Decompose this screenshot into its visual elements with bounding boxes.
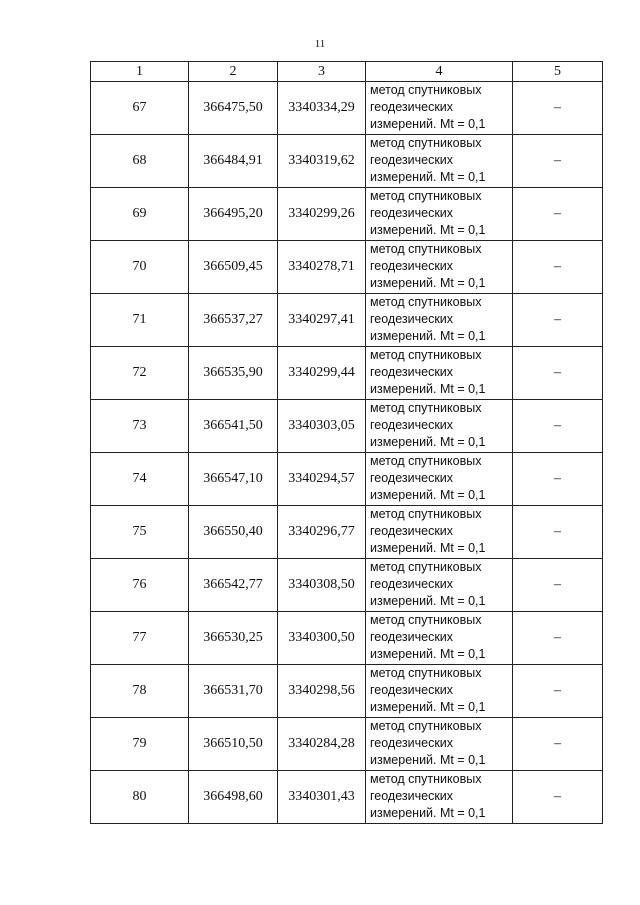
- method-cell: [366, 347, 513, 400]
- method-line: геодезических: [370, 683, 454, 697]
- method-cell: [366, 453, 513, 506]
- point-number-cell: 80: [91, 771, 189, 824]
- method-line: геодезических: [370, 259, 454, 273]
- note-cell: –: [513, 347, 603, 400]
- note-cell: –: [513, 241, 603, 294]
- x-coordinate-cell: 366541,50: [189, 400, 278, 453]
- method-cell: [366, 612, 513, 665]
- method-cell: [366, 559, 513, 612]
- method-line: измерений. Mt = 0,1: [370, 488, 486, 502]
- y-coordinate-cell: 3340294,57: [278, 453, 366, 506]
- point-number-cell: 75: [91, 506, 189, 559]
- x-coordinate-cell: 366530,25: [189, 612, 278, 665]
- point-number-cell: 73: [91, 400, 189, 453]
- x-coordinate-cell: 366547,10: [189, 453, 278, 506]
- x-coordinate-cell: 366542,77: [189, 559, 278, 612]
- method-line: измерений. Mt = 0,1: [370, 435, 486, 449]
- method-cell: [366, 400, 513, 453]
- x-coordinate-cell: 366475,50: [189, 82, 278, 135]
- page-number: 11: [314, 38, 326, 50]
- table-row: [91, 347, 603, 400]
- note-cell: –: [513, 771, 603, 824]
- method-line: метод спутниковых: [370, 295, 482, 309]
- method-line: метод спутниковых: [370, 560, 482, 574]
- note-cell: –: [513, 294, 603, 347]
- method-line: метод спутниковых: [370, 666, 482, 680]
- method-line: геодезических: [370, 577, 454, 591]
- point-number-cell: 67: [91, 82, 189, 135]
- method-line: геодезических: [370, 312, 454, 326]
- method-line: метод спутниковых: [370, 242, 482, 256]
- table-row: [91, 400, 603, 453]
- method-line: метод спутниковых: [370, 348, 482, 362]
- method-line: геодезических: [370, 418, 454, 432]
- method-line: измерений. Mt = 0,1: [370, 329, 486, 343]
- y-coordinate-cell: 3340319,62: [278, 135, 366, 188]
- method-line: измерений. Mt = 0,1: [370, 806, 486, 820]
- y-coordinate-cell: 3340298,56: [278, 665, 366, 718]
- point-number-cell: 79: [91, 718, 189, 771]
- method-line: измерений. Mt = 0,1: [370, 700, 486, 714]
- method-line: метод спутниковых: [370, 136, 482, 150]
- method-cell: [366, 135, 513, 188]
- table-row: [91, 453, 603, 506]
- note-cell: –: [513, 718, 603, 771]
- table-row: [91, 718, 603, 771]
- coordinates-table: [90, 61, 603, 824]
- table-row: [91, 665, 603, 718]
- y-coordinate-cell: 3340299,44: [278, 347, 366, 400]
- note-cell: –: [513, 135, 603, 188]
- y-coordinate-cell: 3340299,26: [278, 188, 366, 241]
- note-cell: –: [513, 559, 603, 612]
- point-number-cell: 71: [91, 294, 189, 347]
- x-coordinate-cell: 366550,40: [189, 506, 278, 559]
- table-row: [91, 241, 603, 294]
- method-line: измерений. Mt = 0,1: [370, 541, 486, 555]
- table-row: [91, 559, 603, 612]
- method-line: геодезических: [370, 789, 454, 803]
- method-line: измерений. Mt = 0,1: [370, 276, 486, 290]
- method-line: измерений. Mt = 0,1: [370, 594, 486, 608]
- point-number-cell: 77: [91, 612, 189, 665]
- table-body: [91, 82, 603, 824]
- x-coordinate-cell: 366509,45: [189, 241, 278, 294]
- x-coordinate-cell: 366535,90: [189, 347, 278, 400]
- header-col-4: 4: [366, 62, 513, 82]
- point-number-cell: 69: [91, 188, 189, 241]
- method-line: метод спутниковых: [370, 189, 482, 203]
- y-coordinate-cell: 3340284,28: [278, 718, 366, 771]
- point-number-cell: 74: [91, 453, 189, 506]
- x-coordinate-cell: 366510,50: [189, 718, 278, 771]
- method-line: метод спутниковых: [370, 83, 482, 97]
- method-cell: [366, 771, 513, 824]
- y-coordinate-cell: 3340296,77: [278, 506, 366, 559]
- method-line: метод спутниковых: [370, 507, 482, 521]
- point-number-cell: 76: [91, 559, 189, 612]
- y-coordinate-cell: 3340301,43: [278, 771, 366, 824]
- point-number-cell: 72: [91, 347, 189, 400]
- table-header-row: [91, 62, 603, 82]
- method-line: метод спутниковых: [370, 719, 482, 733]
- method-line: геодезических: [370, 153, 454, 167]
- method-cell: [366, 188, 513, 241]
- y-coordinate-cell: 3340278,71: [278, 241, 366, 294]
- table-row: [91, 135, 603, 188]
- method-line: геодезических: [370, 630, 454, 644]
- point-number-cell: 68: [91, 135, 189, 188]
- table-row: [91, 82, 603, 135]
- method-line: геодезических: [370, 736, 454, 750]
- method-cell: [366, 241, 513, 294]
- point-number-cell: 70: [91, 241, 189, 294]
- method-line: геодезических: [370, 471, 454, 485]
- y-coordinate-cell: 3340303,05: [278, 400, 366, 453]
- note-cell: –: [513, 453, 603, 506]
- method-line: геодезических: [370, 100, 454, 114]
- y-coordinate-cell: 3340334,29: [278, 82, 366, 135]
- x-coordinate-cell: 366495,20: [189, 188, 278, 241]
- note-cell: –: [513, 665, 603, 718]
- method-line: измерений. Mt = 0,1: [370, 753, 486, 767]
- x-coordinate-cell: 366498,60: [189, 771, 278, 824]
- table-row: [91, 771, 603, 824]
- method-line: измерений. Mt = 0,1: [370, 117, 486, 131]
- method-line: геодезических: [370, 365, 454, 379]
- x-coordinate-cell: 366484,91: [189, 135, 278, 188]
- table-row: [91, 188, 603, 241]
- method-cell: [366, 718, 513, 771]
- table-row: [91, 612, 603, 665]
- method-line: метод спутниковых: [370, 401, 482, 415]
- note-cell: –: [513, 82, 603, 135]
- method-cell: [366, 294, 513, 347]
- table-row: [91, 294, 603, 347]
- table-row: [91, 506, 603, 559]
- method-line: измерений. Mt = 0,1: [370, 382, 486, 396]
- method-line: метод спутниковых: [370, 613, 482, 627]
- header-col-2: 2: [189, 62, 278, 82]
- method-cell: [366, 665, 513, 718]
- method-line: измерений. Mt = 0,1: [370, 647, 486, 661]
- note-cell: –: [513, 612, 603, 665]
- header-col-5: 5: [513, 62, 603, 82]
- y-coordinate-cell: 3340308,50: [278, 559, 366, 612]
- method-line: геодезических: [370, 206, 454, 220]
- point-number-cell: 78: [91, 665, 189, 718]
- y-coordinate-cell: 3340300,50: [278, 612, 366, 665]
- note-cell: –: [513, 506, 603, 559]
- method-cell: [366, 82, 513, 135]
- x-coordinate-cell: 366537,27: [189, 294, 278, 347]
- method-line: геодезических: [370, 524, 454, 538]
- method-line: измерений. Mt = 0,1: [370, 223, 486, 237]
- y-coordinate-cell: 3340297,41: [278, 294, 366, 347]
- method-cell: [366, 506, 513, 559]
- note-cell: –: [513, 188, 603, 241]
- header-col-1: 1: [91, 62, 189, 82]
- method-line: измерений. Mt = 0,1: [370, 170, 486, 184]
- header-col-3: 3: [278, 62, 366, 82]
- method-line: метод спутниковых: [370, 772, 482, 786]
- note-cell: –: [513, 400, 603, 453]
- x-coordinate-cell: 366531,70: [189, 665, 278, 718]
- method-line: метод спутниковых: [370, 454, 482, 468]
